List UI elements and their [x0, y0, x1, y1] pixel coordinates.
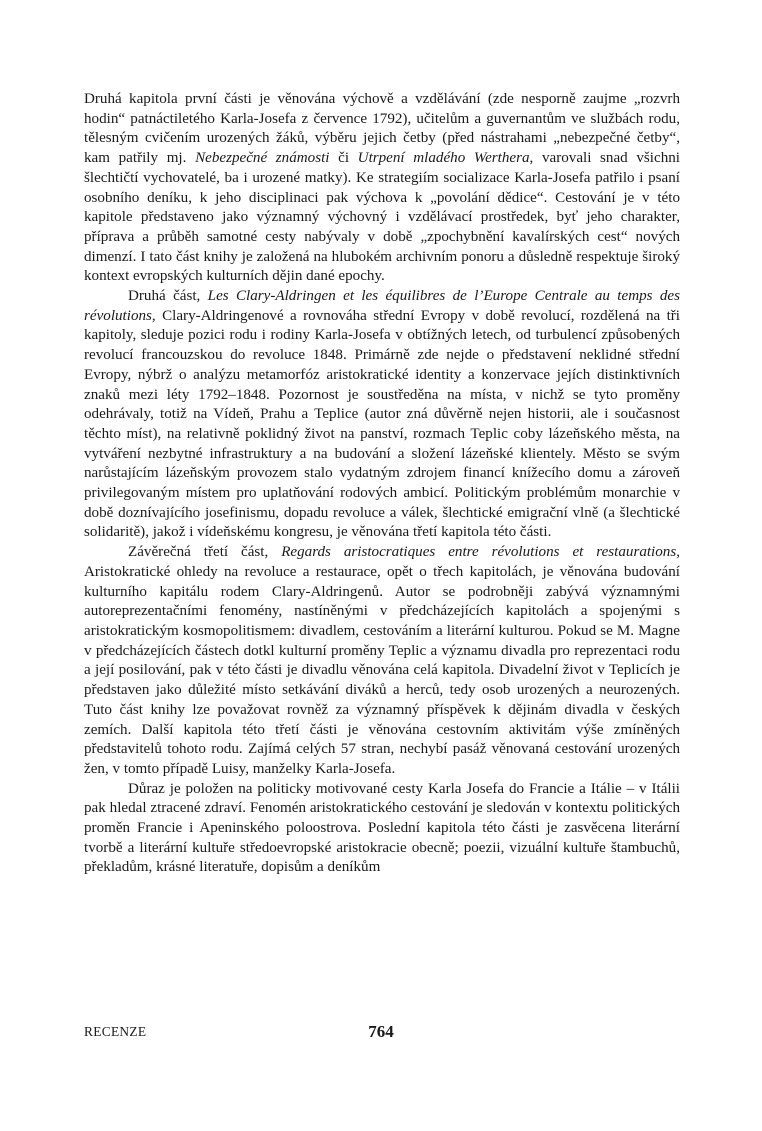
article-body: [84, 90, 680, 878]
paragraph: [84, 287, 680, 543]
text-run: či: [329, 150, 358, 167]
text-run: , Aristokratické ohledy na revoluce a restaurace, opět o třech kapitolách, je věnována budování kulturního kapitálu rodem Clary-Aldringenů. Autor se podrobněji zabývá významnými autoreprezentačními fenomény, nastíněnými v předcházejících kapitolách a spojenými s aristokratickým kosmopolitismem: divadlem, cestováním a literární kulturou. Pokud se M. Magne v předcházejících částech dotkl kulturní proměny Teplic a významu divadla pro reprezentaci rodu a její posilování, pak v této části je divadlu věnována celá kapitola. Divadelní život v Teplicích je představen jako důležité místo setkávání diváků a herců, tedy osob urozených a neurozených. Tuto část knihy lze považovat rovněž za významný příspěvek k dějinám divadla v českých zemích. Další kapitola této třetí části je věnována cestovním aktivitám výše zmíněných představitelů tohoto rodu. Zajímá celých 57 stran, nechybí pasáž věnovaná cestování urozených žen, v tomto případě Luisy, manželky Karla-Josefa.: [84, 544, 680, 777]
text-run: , Clary-Aldringenové a rovnováha střední Evropy v době revolucí, rozdělená na tři kapitoly, sleduje pozici rodu i rodiny Karla-Josefa v obtížných letech, od turbulencí způsobených revolucí francouzskou do revoluce 1848. Primárně zde nejde o představení neklidné střední Evropy, nýbrž o analýzu metamorfóz aristokratické identity a konzervace jejích distinktivních znaků mezi léty 1792–1848. Pozornost je soustředěna na místa, v nichž se tyto proměny odehrávaly, totiž na Vídeň, Prahu a Teplice (autor zná důvěrně nejen historii, ale i současnost těchto míst), na relativně poklidný život na panství, rozmach Teplic coby lázeňského města, na vytváření nezbytné infrastruktury a na budování a složení lázeňské klientely. Město se svým narůstajícím lázeňským provozem stalo vydatným zdrojem financí knížecího domu a zároveň privilegovaným místem pro uplatňování rodových ambicí. Politickým problémům monarchie v době doznívajícího josefinismu, dopadu revoluce a válek, šlechtické emigrační vlně (a šlechtické solidaritě), jakož i vídeňskému kongresu, je věnována třetí kapitola této části.: [84, 307, 680, 541]
text-run: Důraz je položen na politicky motivované cesty Karla Josefa do Francie a Itálie – v Itálii pak hledal ztracené zdraví. Fenomén aristokratického cestování je sledován v kontextu politických proměn Francie i Apeninského poloostrova. Poslední kapitola této části je zasvěcena literární tvorbě a literární kultuře středoevropské aristokracie obecně; poezii, vizuální kultuře štambuchů, překladům, krásné literatuře, dopisům a deníkům: [84, 780, 680, 876]
page-number: 764: [368, 1022, 394, 1041]
paragraph: [84, 780, 680, 879]
section-label: RECENZE: [84, 1024, 147, 1039]
text-run: Druhá kapitola první části je věnována výchově a vzdělávání (zde nesporně zaujme „rozvrh hodin“ patnáctiletého Karla-Josefa z července 1792), učitelům a guvernantům ve službách rodu, tělesným cvičením urozených žáků, výběru jejich četby (před nástrahami „nebezpečné četby“, kam patřily mj.: [84, 91, 680, 167]
italic-title: Regards aristocratiques entre révolutions et restaurations: [281, 544, 677, 561]
text-run: Druhá část,: [128, 288, 208, 305]
text-run: Závěrečná třetí část,: [128, 544, 282, 561]
paragraph: [84, 90, 680, 287]
paragraph: [84, 543, 680, 779]
text-run: , varovali snad všichni šlechtičtí vychovatelé, ba i urozené matky). Ke strategiím socializace Karla-Josefa patřilo i psaní osobního deníku, k jeho disciplinaci pak výchova k „povolání dědice“. Cestování je v této kapitole představeno jako významný výchovný i vzdělávací prostředek, byť jeho charakter, příprava a průběh samotné cesty nabývaly v době „zpochybnění kavalírských cest“ nových dimenzí. I tato část knihy je založená na hlubokém archivním ponoru a důsledně respektuje široký kontext evropských kulturních dějin dané epochy.: [84, 150, 680, 285]
italic-title: Les Clary-Aldringen et les équilibres de l’Europe Centrale au temps des révolutions: [84, 288, 680, 324]
italic-title: Nebezpečné známosti: [195, 150, 330, 167]
italic-title: Utrpení mladého Werthera: [357, 150, 530, 167]
